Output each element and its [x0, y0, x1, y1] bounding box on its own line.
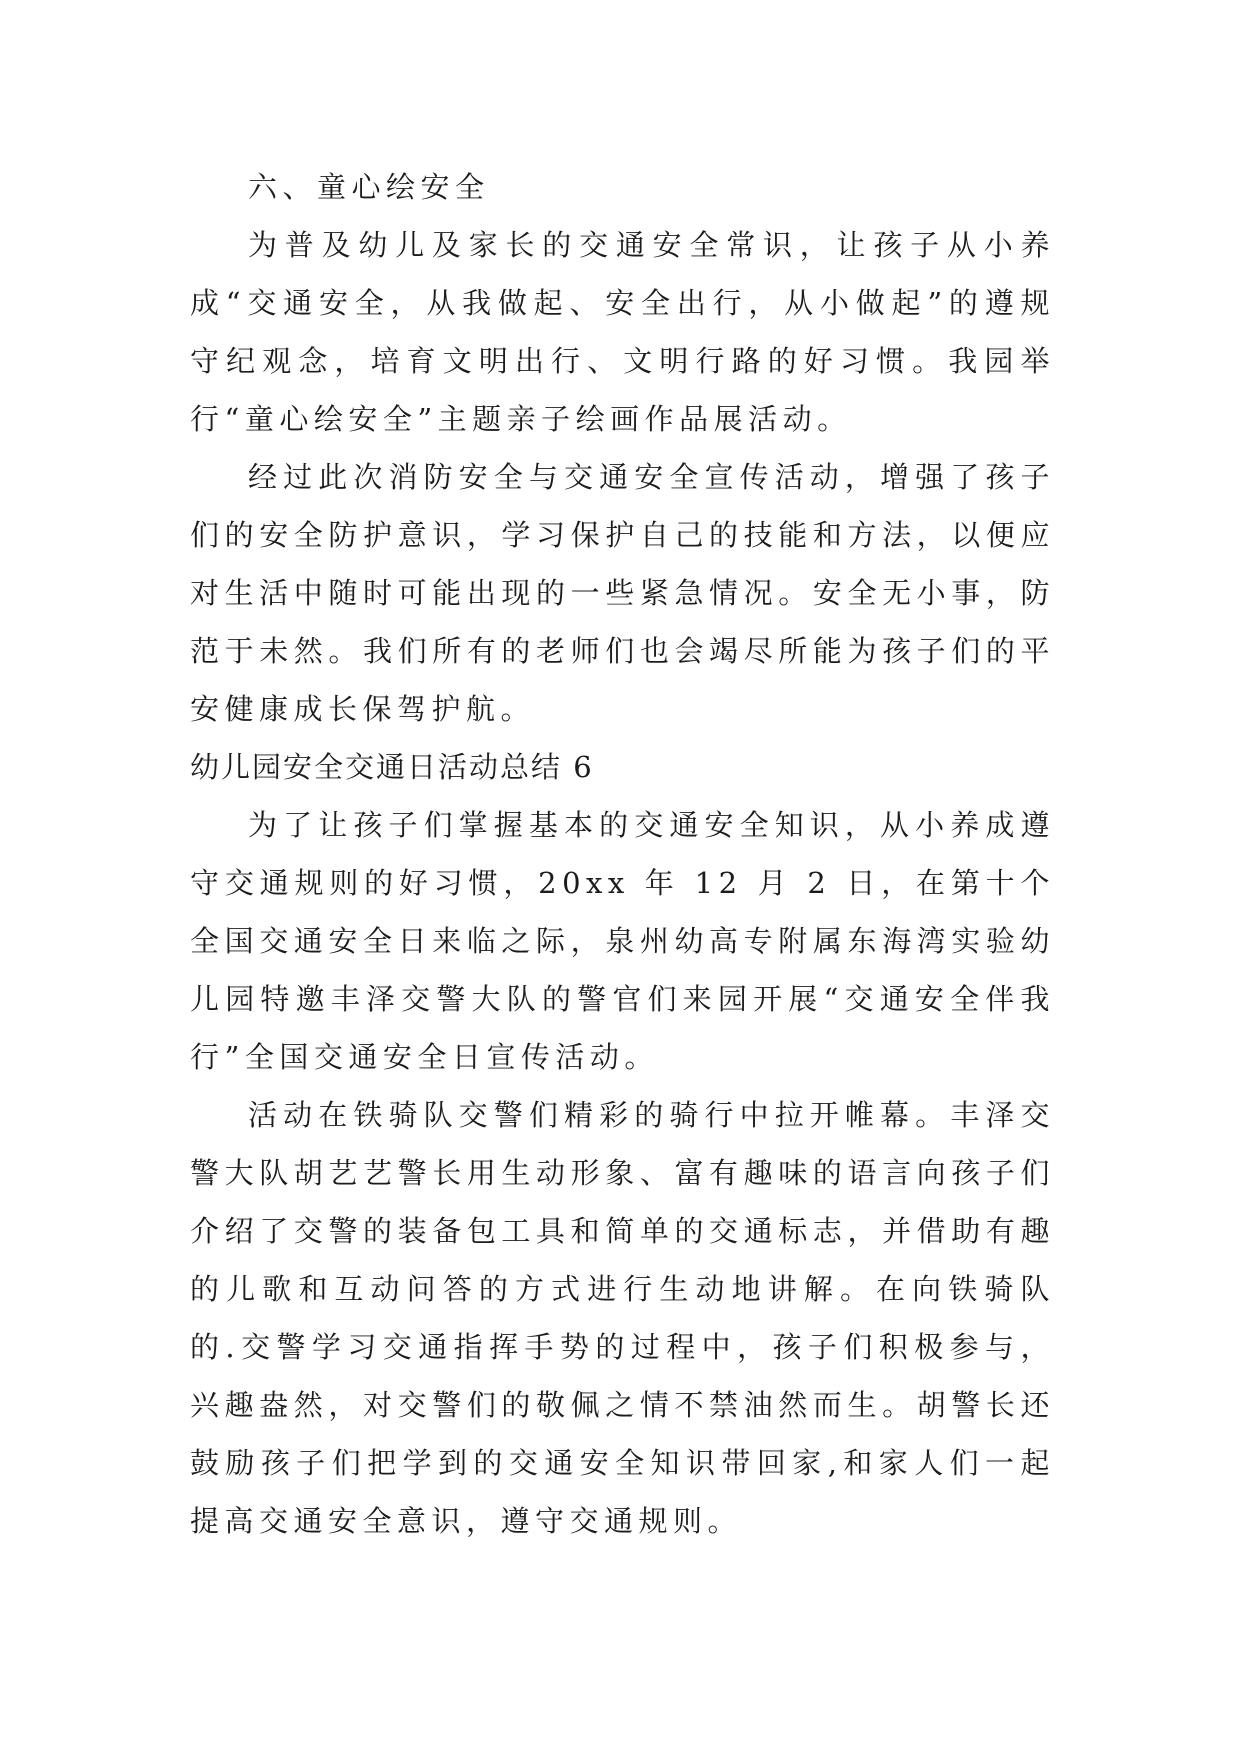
paragraph-activity: 活动在铁骑队交警们精彩的骑行中拉开帷幕。丰泽交警大队胡艺艺警长用生动形象、富有趣味的语言向孩子们介绍了交警的装备包工具和简单的交通标志，并借助有趣的儿歌和互动问答的方式进行生动地讲解。在向铁骑队的.交警学习交通指挥手势的过程中，孩子们积极参与，兴趣盎然，对交警们的敬佩之情不禁油然而生。胡警长还鼓励孩子们把学到的交通安全知识带回家,和家人们一起提高交通安全意识，遵守交通规则。: [190, 1098, 1055, 1538]
paragraph-drawing-safety: 为普及幼儿及家长的交通安全常识，让孩子从小养成“交通安全，从我做起、安全出行，从小做起”的遵规守纪观念，培育文明出行、文明行路的好习惯。我园举行“童心绘安全”主题亲子绘画作品展活动。: [190, 228, 1055, 436]
section-heading: 六、童心绘安全: [248, 170, 490, 204]
document-body: [190, 158, 1055, 1550]
paragraph-summary: 经过此次消防安全与交通安全宣传活动，增强了孩子们的安全防护意识，学习保护自己的技能和方法，以便应对生活中随时可能出现的一些紧急情况。安全无小事，防范于未然。我们所有的老师们也会竭尽所能为孩子们的平安健康成长保驾护航。: [190, 460, 1055, 726]
paragraph-traffic-day: 为了让孩子们掌握基本的交通安全知识，从小养成遵守交通规则的好习惯，20xx 年 12 月 2 日，在第十个全国交通安全日来临之际，泉州幼高专附属东海湾实验幼儿园特邀丰泽交警大队的警官们来园开展“交通安全伴我行”全国交通安全日宣传活动。: [190, 808, 1055, 1074]
article-title: 幼儿园安全交通日活动总结 6: [190, 750, 594, 784]
